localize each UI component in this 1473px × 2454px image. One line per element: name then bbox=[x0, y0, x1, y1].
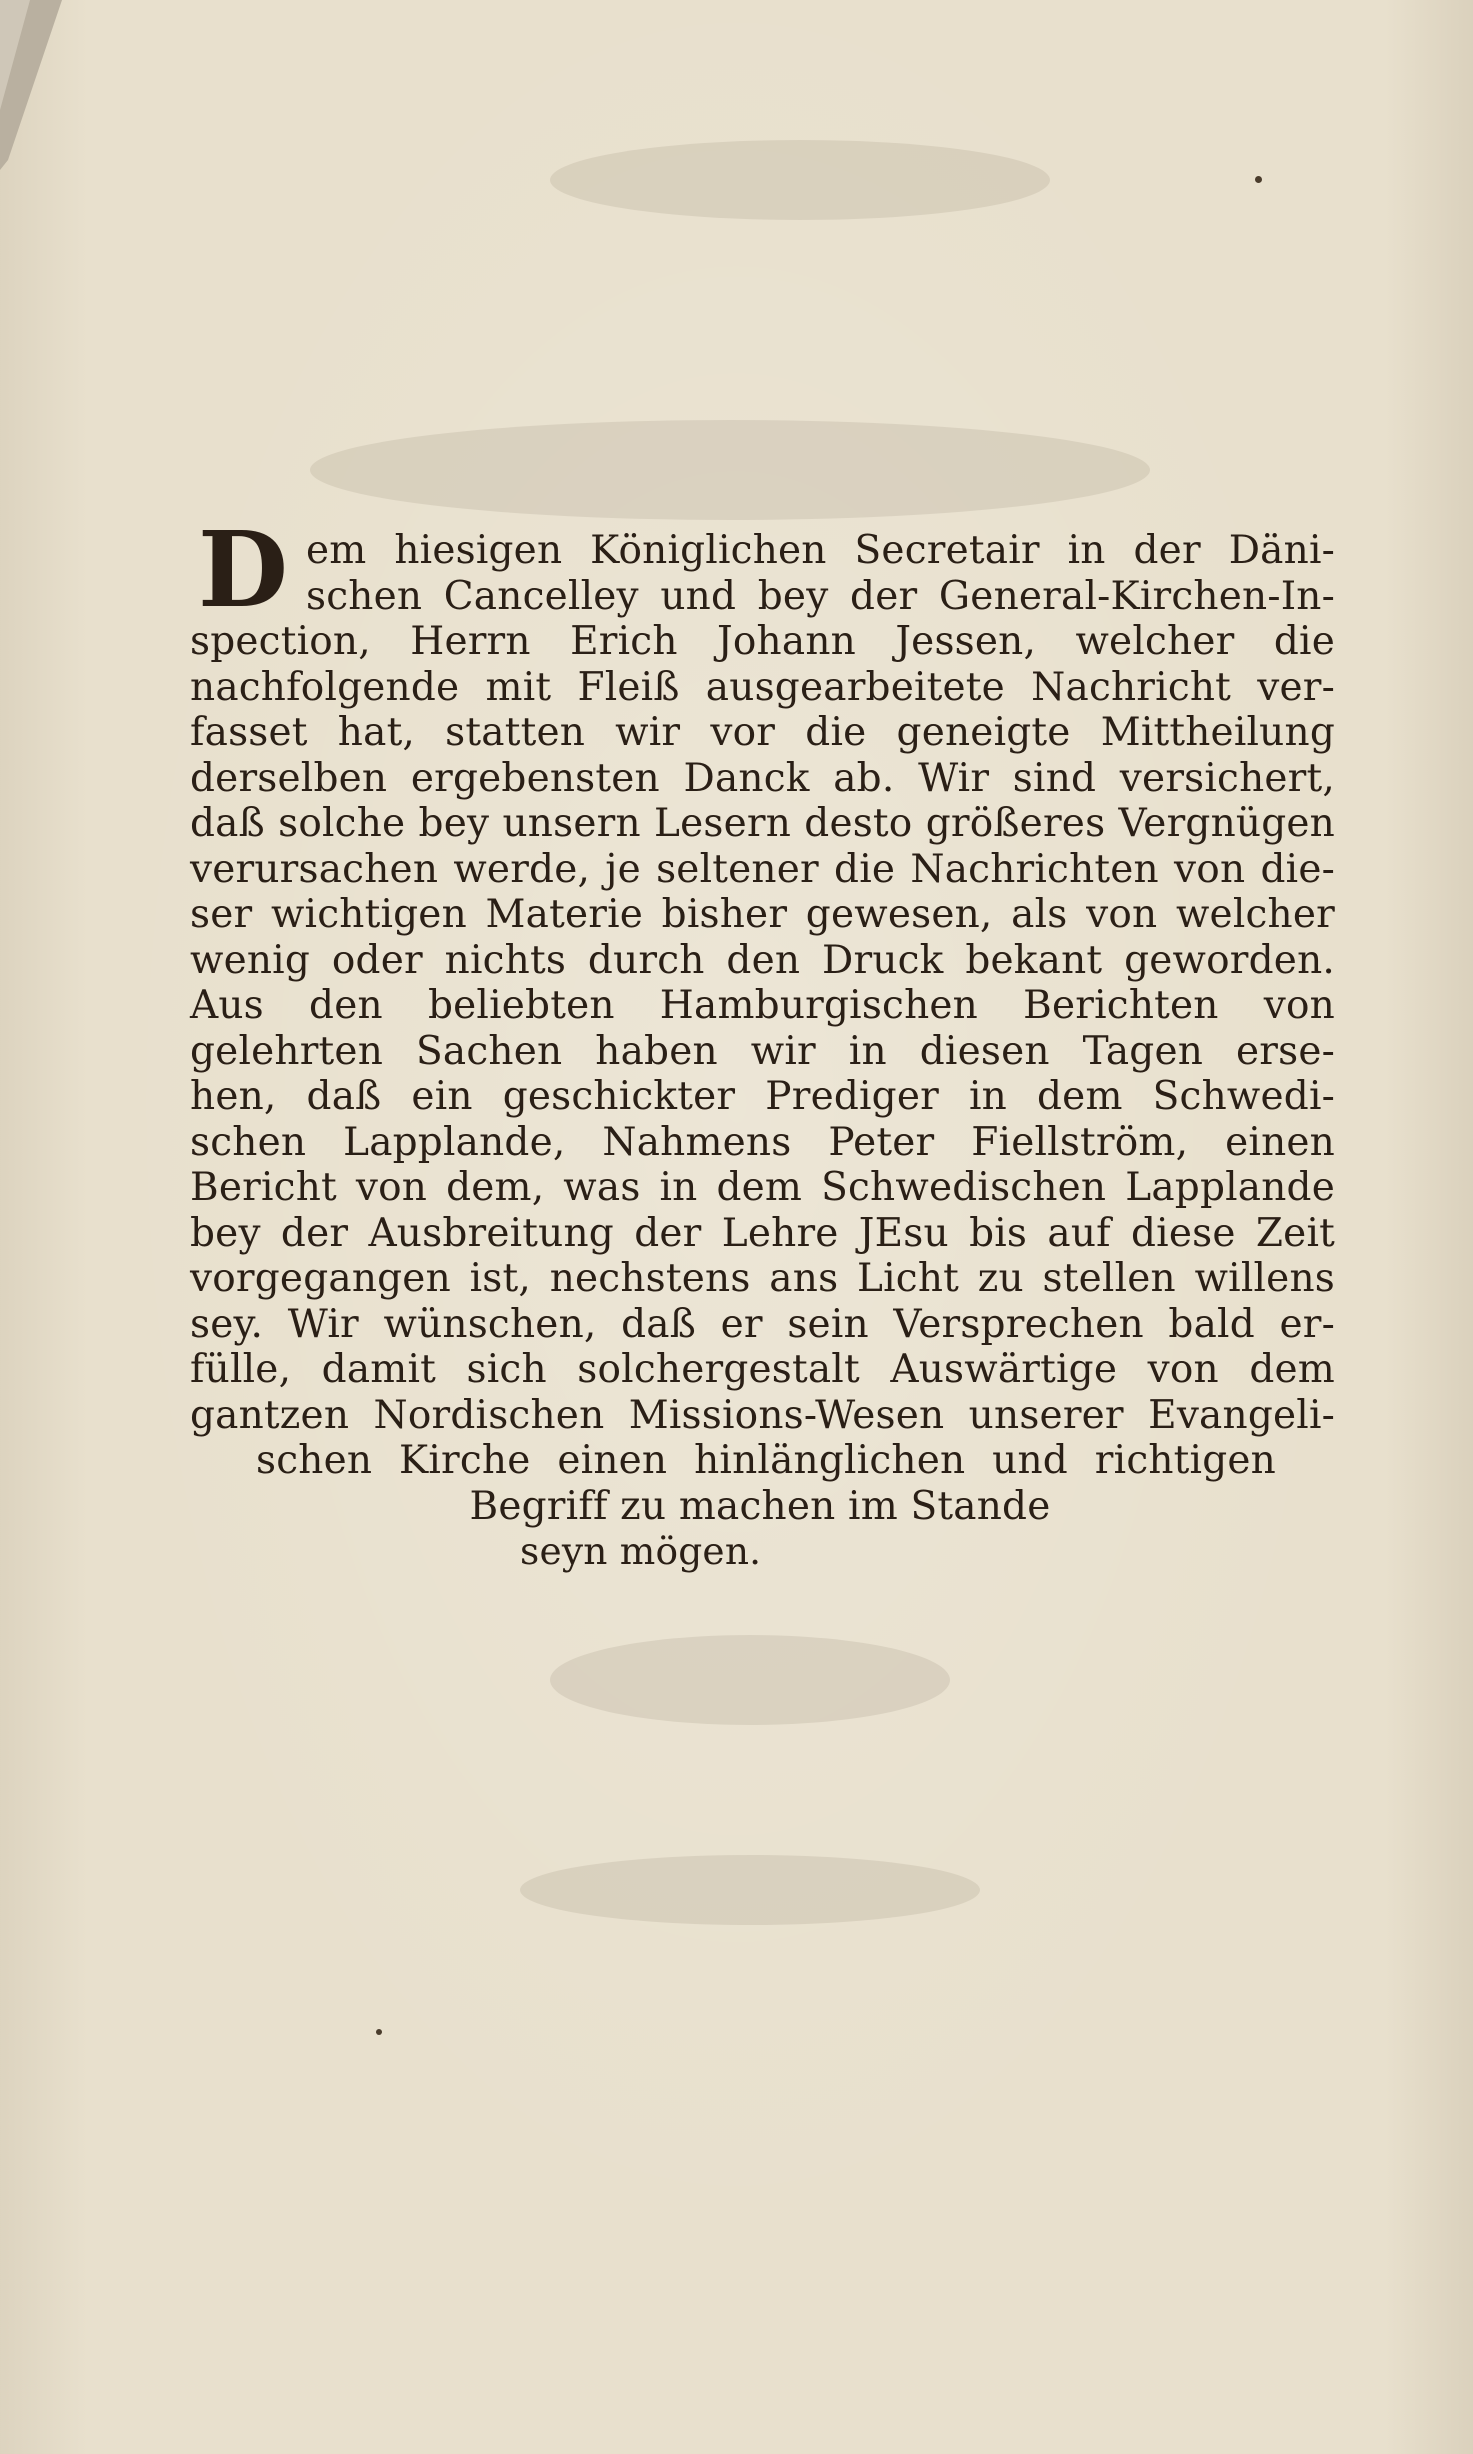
text-line: sey. Wir wünschen, daß er sein Versprechen bald er- bbox=[190, 1301, 1335, 1347]
text-line: gelehrten Sachen haben wir in diesen Tagen erse- bbox=[190, 1028, 1335, 1074]
text-line: schen Kirche einen hinlänglichen und richtigen bbox=[256, 1438, 1276, 1483]
text-line: Bericht von dem, was in dem Schwedischen Lapplande bbox=[190, 1165, 1335, 1210]
text-line: ser wichtigen Materie bisher gewesen, als von welcher bbox=[190, 892, 1335, 937]
text-line: Aus den beliebten Hamburgischen Berichten von bbox=[190, 983, 1335, 1028]
text-line: seyn mögen. bbox=[520, 1529, 762, 1573]
paragraph-text bbox=[190, 528, 1335, 1575]
speck-mark bbox=[376, 2029, 382, 2035]
text-line: schen Cancelley und bey der General-Kirchen-In- bbox=[306, 573, 1335, 619]
text-line: em hiesigen Königlichen Secretair in der Däni- bbox=[306, 528, 1335, 573]
drop-cap-initial: D bbox=[197, 508, 289, 631]
speck-mark bbox=[1255, 176, 1262, 183]
text-line: daß solche bey unsern Lesern desto größeres Vergnügen bbox=[190, 801, 1335, 846]
text-line: hen, daß ein geschickter Prediger in dem Schwedi- bbox=[190, 1074, 1335, 1119]
page-corner-fold bbox=[0, 0, 70, 170]
text-line: verursachen werde, je seltener die Nachrichten von die- bbox=[190, 846, 1335, 892]
text-line: schen Lapplande, Nahmens Peter Fiellström, einen bbox=[190, 1119, 1335, 1165]
text-line: fasset hat, statten wir vor die geneigte Mittheilung bbox=[190, 710, 1335, 755]
text-line: spection, Herrn Erich Johann Jessen, welcher die bbox=[190, 619, 1335, 664]
text-line: nachfolgende mit Fleiß ausgearbeitete Nachricht ver- bbox=[190, 664, 1335, 710]
text-line: derselben ergebensten Danck ab. Wir sind versichert, bbox=[190, 755, 1335, 801]
text-line: fülle, damit sich solchergestalt Auswärtige von dem bbox=[190, 1347, 1335, 1392]
text-line: gantzen Nordischen Missions-Wesen unserer Evangeli- bbox=[190, 1392, 1335, 1438]
text-line: Begriff zu machen im Stande bbox=[469, 1483, 1051, 1529]
text-line: vorgegangen ist, nechstens ans Licht zu stellen willens bbox=[190, 1256, 1335, 1301]
text-line: bey der Ausbreitung der Lehre JEsu bis auf diese Zeit bbox=[190, 1210, 1335, 1256]
text-line: wenig oder nichts durch den Druck bekant geworden. bbox=[190, 937, 1335, 983]
